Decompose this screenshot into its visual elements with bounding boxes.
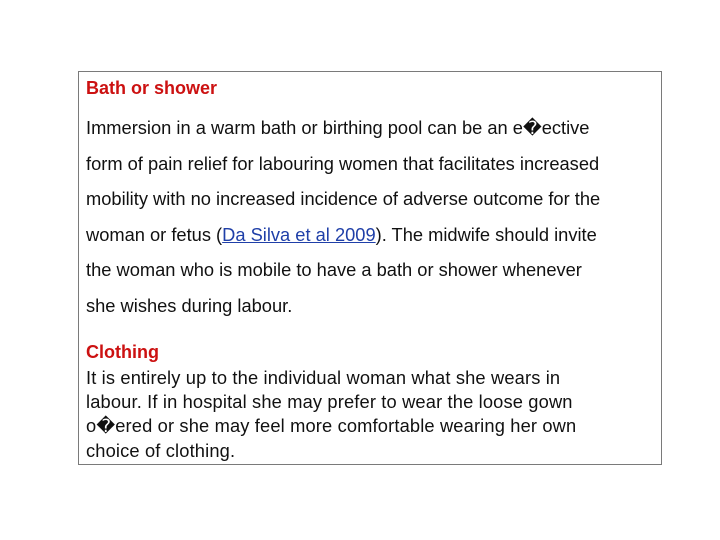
- clothing-line: choice of clothing.: [86, 439, 236, 461]
- clothing-line: It is entirely up to the individual woman what she wears in: [86, 367, 561, 388]
- bath-line: the woman who is mobile to have a bath or shower whenever: [86, 259, 582, 281]
- bath-line: form of pain relief for labouring women that facilitates increased: [86, 152, 600, 174]
- bath-line-with-reference: [86, 217, 658, 253]
- clothing-line: labour. If in hospital she may prefer to wear the loose gown: [86, 391, 573, 413]
- section-heading-clothing: Clothing: [86, 342, 159, 362]
- section-heading-bath-or-shower: Bath or shower: [86, 78, 218, 98]
- bath-line-text: woman or fetus (: [86, 223, 223, 245]
- bath-line: Immersion in a warm bath or birthing pool can be an e�ective: [86, 117, 590, 138]
- bath-paragraph: [86, 110, 658, 324]
- clothing-line: o�ered or she may feel more comfortable wearing her own: [86, 415, 577, 437]
- clothing-paragraph: [86, 366, 658, 463]
- reference-link[interactable]: Da Silva et al 2009: [222, 223, 376, 245]
- bath-line: mobility with no increased incidence of adverse outcome for the: [86, 188, 601, 210]
- bath-line-text: ). The midwife should invite: [375, 223, 597, 245]
- bath-line: she wishes during labour.: [86, 294, 293, 316]
- content-box: [78, 71, 662, 465]
